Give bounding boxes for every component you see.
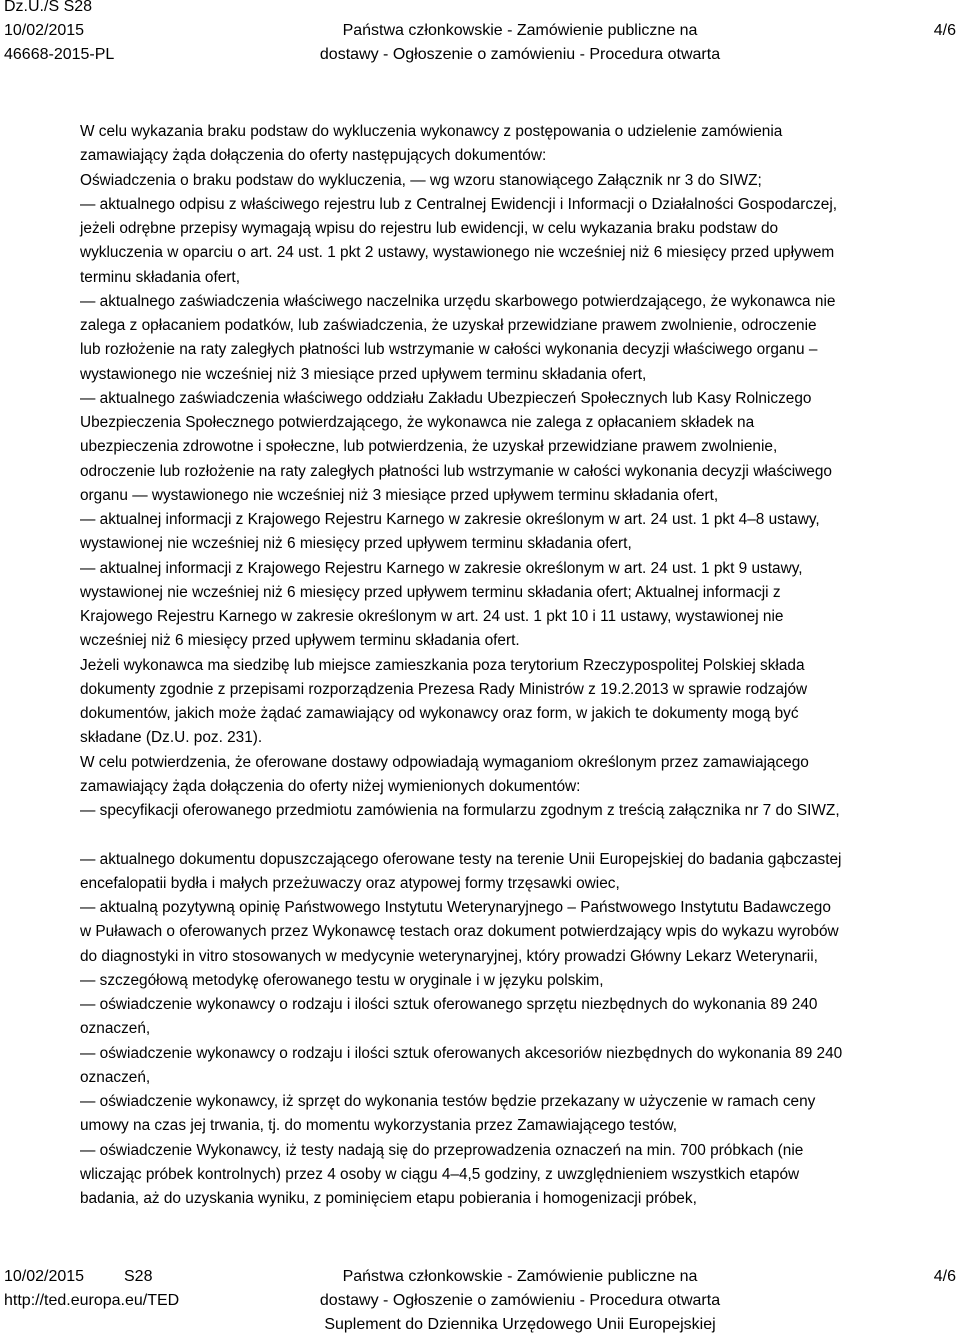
body-line: — aktualnej informacji z Krajowego Rejestru Karnego w zakresie określonym w art. 24 ust. 1 pkt 9 ustawy, bbox=[80, 559, 803, 577]
body-line: — oświadczenie Wykonawcy, iż testy nadają się do przeprowadzenia oznaczeń na min. 700 próbkach (nie bbox=[80, 1141, 804, 1159]
body-line: — aktualnego zaświadczenia właściwego naczelnika urzędu skarbowego potwierdzającego, że wykonawca nie bbox=[80, 292, 836, 310]
body-line: — szczegółową metodykę oferowanego testu w oryginale i w języku polskim, bbox=[80, 971, 604, 989]
footer-url[interactable]: http://ted.europa.eu/TED bbox=[4, 1292, 180, 1309]
body-line: odroczenie lub rozłożenie na raty zaległych płatności lub wstrzymanie w całości wykonania decyzji właściwego bbox=[80, 462, 832, 480]
header-page-number: 4/6 bbox=[933, 22, 956, 39]
body-line: wliczając próbek kontrolnych) przez 4 osoby w ciągu 4–4,5 godziny, z uwzględnieniem wszystkich etapów bbox=[80, 1165, 800, 1183]
body-line: jeżeli odrębne przepisy wymagają wpisu do rejestru lub ewidencji, w celu wykazania braku podstaw do bbox=[80, 220, 779, 237]
body-line: Krajowego Rejestru Karnego w zakresie określonym w art. 24 ust. 1 pkt 10 i 11 ustawy, wystawionej nie bbox=[80, 608, 784, 625]
footer-page-number: 4/6 bbox=[933, 1268, 956, 1285]
header-title bbox=[220, 19, 820, 67]
body-line: — specyfikacji oferowanego przedmiotu zamówienia na formularzu zgodnym z treścią załącznika nr 7 do SIWZ, bbox=[80, 802, 840, 819]
body-line: lub rozłożenie na raty zaległych płatności lub wstrzymanie w całości wykonania decyzji właściwego organu – bbox=[80, 341, 818, 359]
header-journal-ref: Dz.U./S S28 bbox=[4, 0, 93, 15]
header-notice-number: 46668-2015-PL bbox=[4, 46, 115, 63]
body-line: — oświadczenie wykonawcy o rodzaju i ilości sztuk oferowanych akcesoriów niezbędnych do wykonania 89 240 bbox=[80, 1044, 843, 1062]
body-line: — oświadczenie wykonawcy, iż sprzęt do wykonania testów będzie przekazany w użyczenie w ramach ceny bbox=[80, 1093, 816, 1110]
footer-title-line-1: Państwa członkowskie - Zamówienie publiczne na bbox=[342, 1268, 698, 1285]
body-line: oznaczeń, bbox=[80, 1068, 151, 1086]
body-line: badania, aż do uzyskania wyniku, z pominięciem etapu pobierania i homogenizacji próbek, bbox=[80, 1190, 697, 1207]
body-line: Oświadczenia o braku podstaw do wykluczenia, — wg wzoru stanowiącego Załącznik nr 3 do SIWZ; bbox=[80, 171, 762, 189]
body-line: wystawionej nie wcześniej niż 6 miesięcy przed upływem terminu składania ofert, bbox=[80, 535, 632, 553]
body-line: w Puławach o oferowanych przez Wykonawcę testach oraz dokument potwierdzający wpis do wykazu wyrobów bbox=[80, 923, 839, 941]
document-body bbox=[80, 120, 960, 1211]
header-date: 10/02/2015 bbox=[4, 22, 85, 39]
body-line: — aktualnego dokumentu dopuszczającego oferowane testy na terenie Unii Europejskiej do badania gąbczastej bbox=[80, 850, 842, 868]
body-line: ubezpieczenia zdrowotne i społeczne, lub potwierdzenia, że uzyskał przewidziane prawem zwolnienie, bbox=[80, 438, 778, 456]
footer-reference bbox=[4, 1265, 224, 1313]
header-reference bbox=[4, 0, 184, 67]
header-title-line-2: dostawy - Ogłoszenie o zamówieniu - Procedura otwarta bbox=[319, 46, 721, 63]
body-line: — aktualną pozytywną opinię Państwowego Instytutu Weterynaryjnego – Państwowego Instytutu Badawczego bbox=[80, 899, 831, 916]
body-line: składane (Dz.U. poz. 231). bbox=[80, 729, 263, 747]
body-line: dokumenty zgodnie z przepisami rozporządzenia Prezesa Rady Ministrów z 19.2.2013 w sprawie rodzajów bbox=[80, 680, 808, 698]
body-line: W celu potwierdzenia, że oferowane dostawy odpowiadają wymaganiom określonym przez zamawiającego bbox=[80, 753, 809, 771]
footer-code: S28 bbox=[124, 1268, 153, 1285]
body-line: — aktualnego odpisu z właściwego rejestru lub z Centralnej Ewidencji i Informacji o Działalności Gospodarczej, bbox=[80, 195, 838, 213]
body-line: terminu składania ofert, bbox=[80, 268, 240, 286]
footer-title-line-2: dostawy - Ogłoszenie o zamówieniu - Procedura otwarta bbox=[319, 1292, 721, 1309]
body-line bbox=[80, 823, 960, 847]
body-line: wcześniej niż 6 miesięcy przed upływem terminu składania ofert. bbox=[80, 632, 520, 650]
body-line: oznaczeń, bbox=[80, 1020, 151, 1038]
header-title-line-1: Państwa członkowskie - Zamówienie publiczne na bbox=[342, 22, 698, 39]
body-line: Ubezpieczenia Społecznego potwierdzającego, że wykonawca nie zalega z opłacaniem składek na bbox=[80, 414, 755, 431]
body-line: zamawiający żąda dołączenia do oferty niżej wymienionych dokumentów: bbox=[80, 777, 581, 795]
body-line: do diagnostyki in vitro stosowanych w medycynie weterynaryjnej, który prowadzi Główny Lekarz Weterynarii, bbox=[80, 947, 818, 965]
body-line: zalega z opłacaniem podatków, lub zaświadczenia, że uzyskał przewidziane prawem zwolnienie, odroczenie bbox=[80, 317, 817, 334]
body-line: wykluczenia w oparciu o art. 24 ust. 1 pkt 2 ustawy, wystawionego nie wcześniej niż 6 miesięcy przed upływem bbox=[80, 244, 835, 262]
body-line: — aktualnego zaświadczenia właściwego oddziału Zakładu Ubezpieczeń Społecznych lub Kasy Rolniczego bbox=[80, 389, 812, 407]
body-line: zamawiający żąda dołączenia do oferty następujących dokumentów: bbox=[80, 147, 547, 165]
body-line: organu — wystawionego nie wcześniej niż 3 miesiące przed upływem terminu składania ofert, bbox=[80, 486, 719, 504]
body-line: wystawionej nie wcześniej niż 6 miesięcy przed upływem terminu składania ofert; Aktualnej informacji z bbox=[80, 583, 781, 601]
body-line: — oświadczenie wykonawcy o rodzaju i ilości sztuk oferowanego sprzętu niezbędnych do wykonania 89 240 bbox=[80, 996, 818, 1013]
body-line: umowy na czas jej trwania, tj. do momentu wykorzystania przez Zamawiającego testów, bbox=[80, 1117, 678, 1135]
footer-title-line-3: Suplement do Dziennika Urzędowego Unii Europejskiej bbox=[324, 1316, 716, 1333]
body-line: dokumentów, jakich może żądać zamawiający od wykonawcy oraz form, w jakich te dokumenty mogą być bbox=[80, 705, 799, 722]
footer-title bbox=[240, 1265, 800, 1337]
body-line: W celu wykazania braku podstaw do wykluczenia wykonawcy z postępowania o udzielenie zamówienia bbox=[80, 123, 783, 140]
body-line: — aktualnej informacji z Krajowego Rejestru Karnego w zakresie określonym w art. 24 ust. 1 pkt 4–8 ustawy, bbox=[80, 511, 820, 528]
body-line: Jeżeli wykonawca ma siedzibę lub miejsce zamieszkania poza terytorium Rzeczypospolitej Polskiej składa bbox=[80, 656, 805, 674]
body-line: encefalopatii bydła i małych przeżuwaczy oraz atypowej formy trzęsawki owiec, bbox=[80, 874, 620, 892]
footer-date: 10/02/2015 bbox=[4, 1268, 85, 1285]
body-line: wystawionego nie wcześniej niż 3 miesiące przed upływem terminu składania ofert, bbox=[80, 365, 647, 383]
